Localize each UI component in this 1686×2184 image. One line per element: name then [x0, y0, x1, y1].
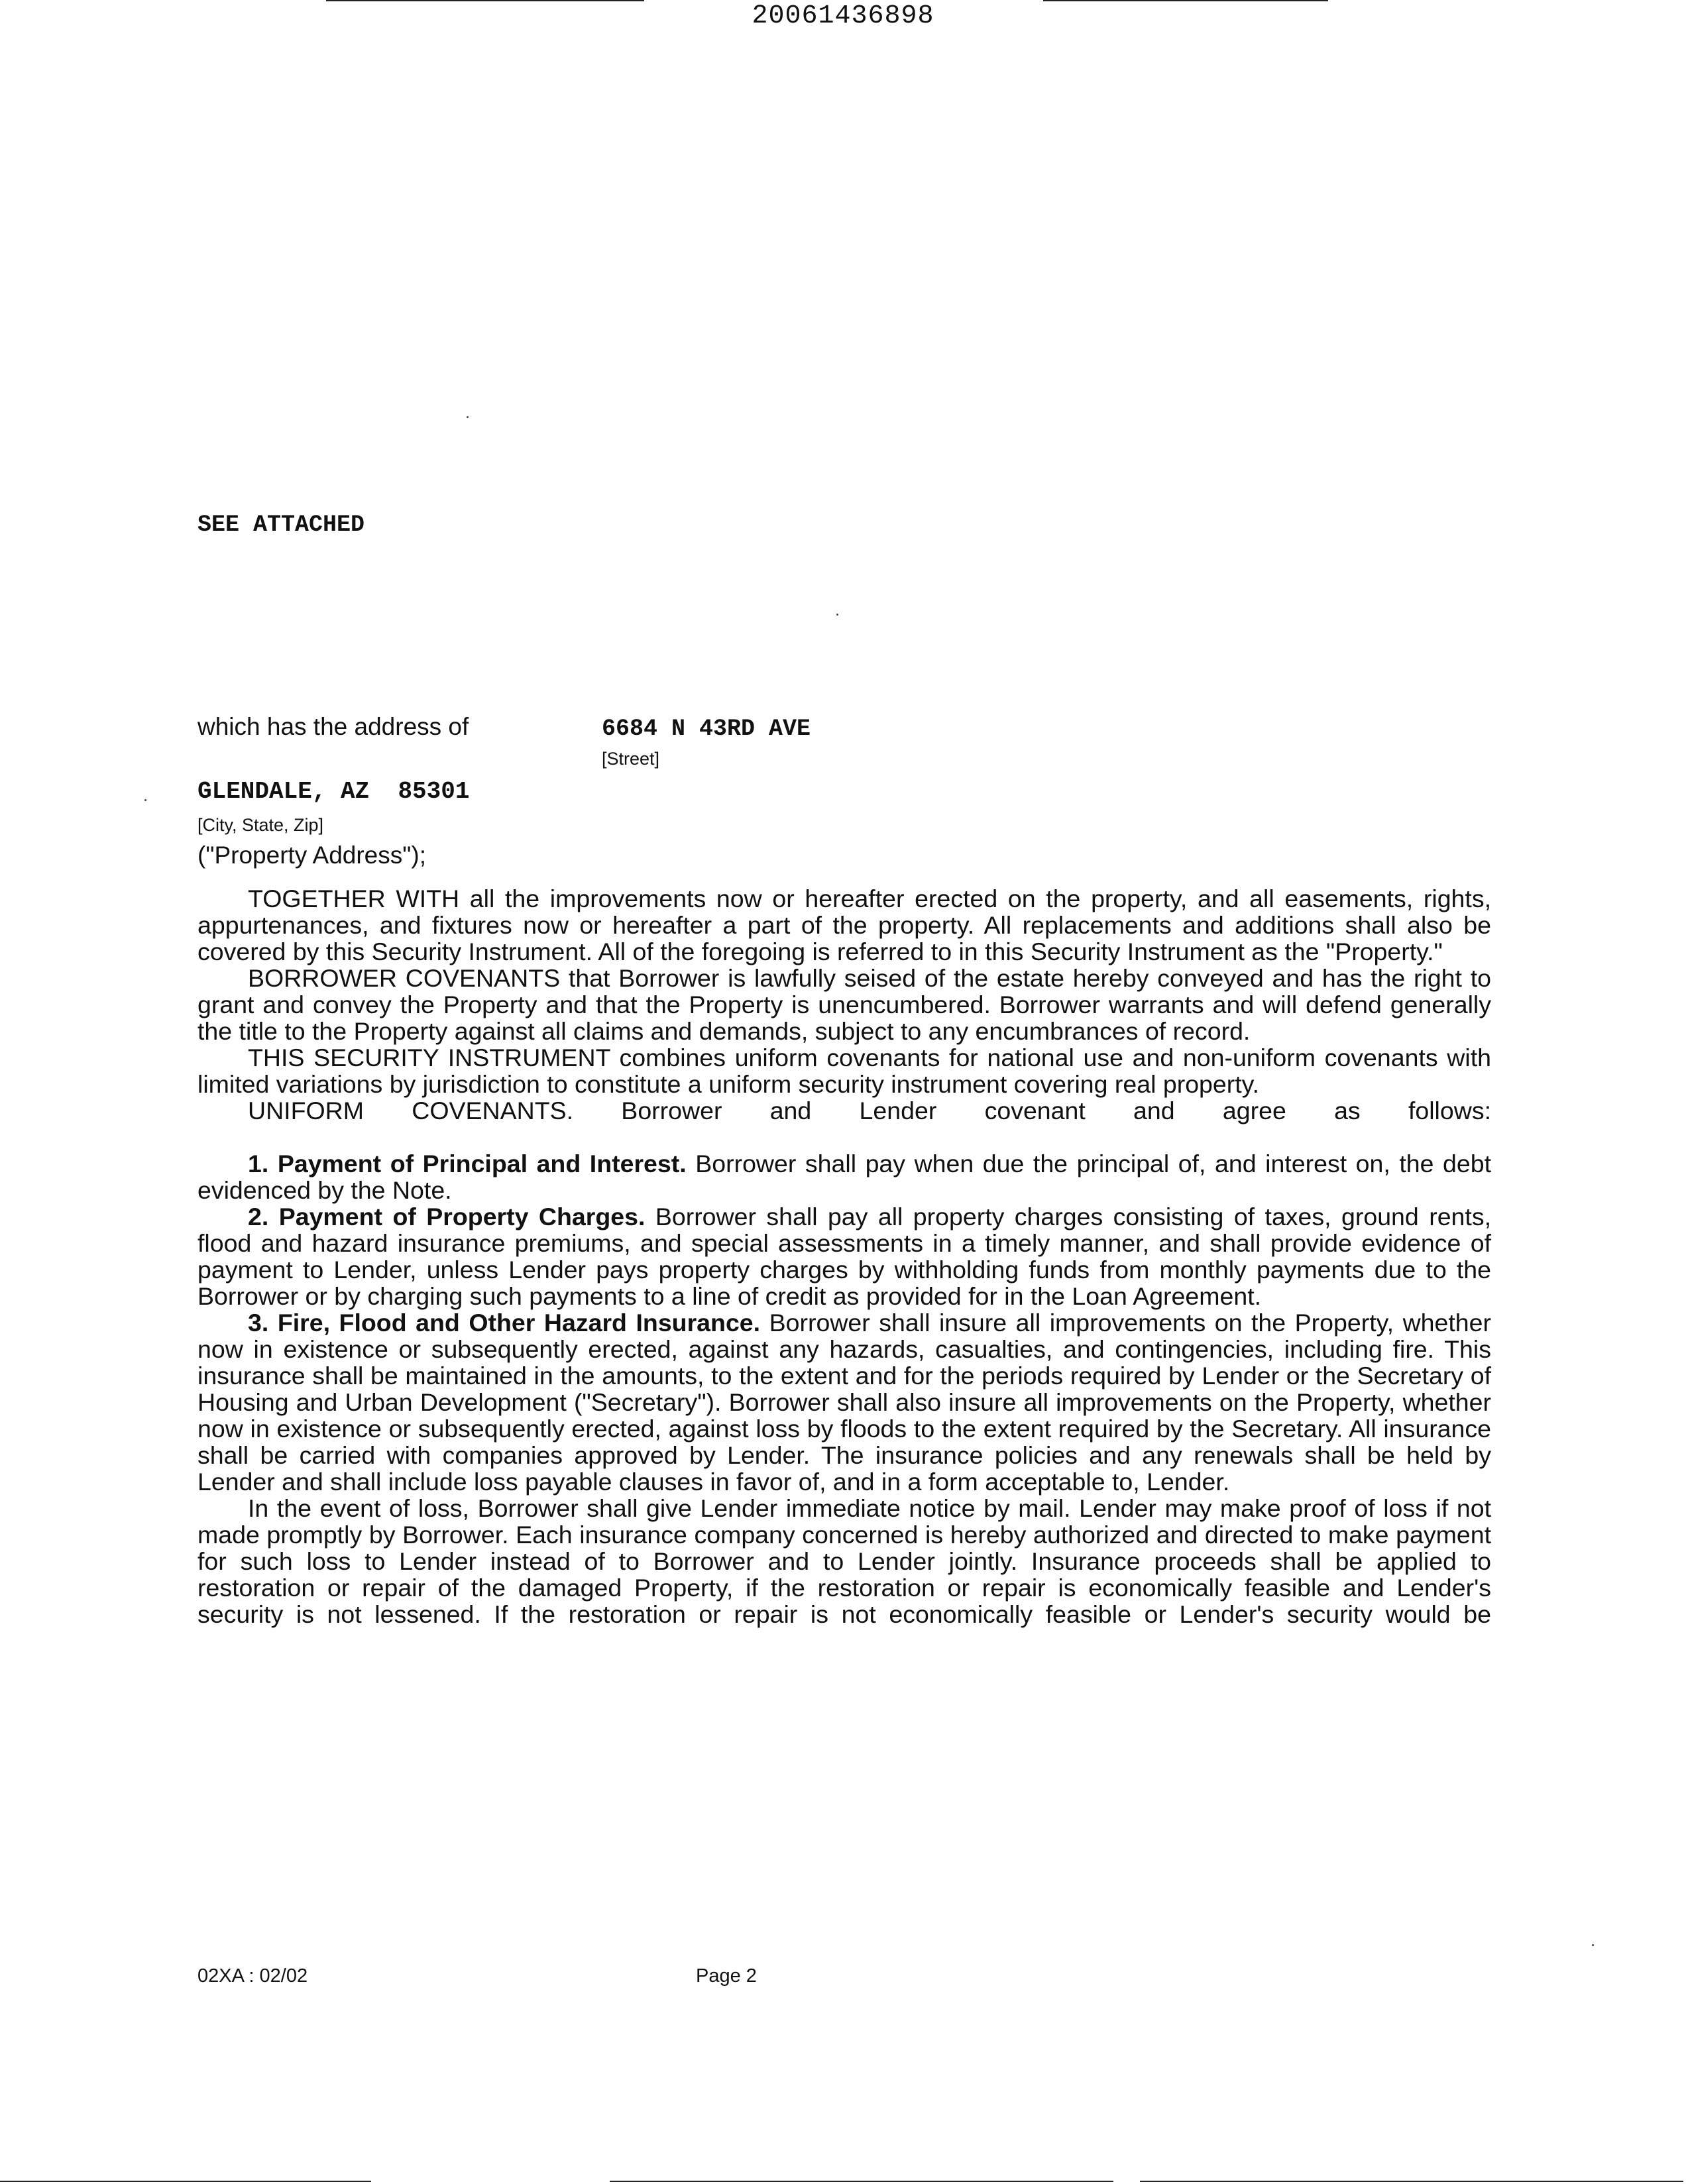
street-caption: [Street]	[602, 749, 660, 769]
security-instrument-paragraph: THIS SECURITY INSTRUMENT combines uniform covenants for national use and non-uniform covenants with limited variations by jurisdiction to constitute a uniform security instrument covering real property.	[197, 1044, 1491, 1098]
bottom-rule-right	[1140, 2181, 1683, 2182]
scan-speck	[1592, 1944, 1594, 1946]
city-state-zip-value: GLENDALE, AZ 85301	[197, 778, 470, 805]
page-number: Page 2	[696, 1965, 757, 1987]
form-code: 02XA : 02/02	[197, 1965, 308, 1987]
borrower-covenants-paragraph: BORROWER COVENANTS that Borrower is lawfully seised of the estate hereby conveyed and has the right to grant and convey the Property and that the Property is unencumbered. Borrower warrants and will defend generally the title to the Property against all claims and demands, subject to any encumbrances of record.	[197, 964, 1491, 1045]
section-2-title: 2. Payment of Property Charges.	[248, 1203, 646, 1230]
address-label: which has the address of	[197, 713, 469, 740]
property-address-label: ("Property Address");	[197, 842, 426, 869]
section-3-text: Borrower shall insure all improvements on the Property, whether now in existence or subsequently erected, against any hazards, casualties, and contingencies, including fire. This insurance shall be maintained in the amounts, to the extent and for the periods required by Lender or the Secretary of Housing and Urban Development ("Secretary"). Borrower shall also insure all improvements on the Property, whether now in existence or subsequently erected, against loss by floods to the extent required by the Secretary. All insurance shall be carried with companies approved by Lender. The insurance policies and any renewals shall be held by Lender and shall include loss payable clauses in favor of, and in a form acceptable to, Lender.	[197, 1309, 1491, 1496]
section-3-title: 3. Fire, Flood and Other Hazard Insurance.	[248, 1309, 761, 1337]
document-number: 20061436898	[752, 1, 934, 31]
section-2-paragraph	[197, 1203, 1491, 1309]
section-3-paragraph	[197, 1309, 1491, 1495]
together-with-paragraph: TOGETHER WITH all the improvements now or hereafter erected on the property, and all easements, rights, appurtenances, and fixtures now or hereafter a part of the property. All replacements and additions shall also be covered by this Security Instrument. All of the foregoing is referred to in this Security Instrument as the "Property."	[197, 885, 1491, 965]
section-1-paragraph	[197, 1150, 1491, 1203]
uniform-covenants-paragraph: UNIFORM COVENANTS. Borrower and Lender covenant and agree as follows:	[248, 1097, 1491, 1124]
scan-speck	[467, 416, 469, 418]
covenants-body	[197, 885, 1491, 1627]
section-1-text: Borrower shall pay when due the principal of, and interest on, the debt evidenced by the Note.	[197, 1150, 1492, 1204]
city-state-zip-caption: [City, State, Zip]	[197, 815, 324, 835]
bottom-rule-left	[0, 2181, 371, 2182]
street-value: 6684 N 43RD AVE	[602, 716, 811, 742]
section-2-text: Borrower shall pay all property charges consisting of taxes, ground rents, flood and hazard insurance premiums, and special assessments in a timely manner, and shall provide evidence of payment to Lender, unless Lender pays property charges by withholding funds from monthly payments due to the Borrower or by charging such payments to a line of credit as provided for in the Loan Agreement.	[197, 1203, 1491, 1310]
bottom-rule-center	[610, 2181, 1113, 2182]
section-1-title: 1. Payment of Principal and Interest.	[248, 1150, 687, 1177]
loss-paragraph: In the event of loss, Borrower shall give Lender immediate notice by mail. Lender may make proof of loss if not made promptly by Borrower. Each insurance company concerned is hereby authorized and directed to make payment for such loss to Lender instead of to Borrower and to Lender jointly. Insurance proceeds shall be applied to restoration or repair of the damaged Property, if the restoration or repair is economically feasible and Lender's security is not lessened. If the restoration or repair is not economically feasible or Lender's security would be	[197, 1494, 1491, 1628]
legal-description: SEE ATTACHED	[197, 512, 365, 538]
scan-speck	[836, 614, 838, 616]
scan-speck	[144, 799, 146, 801]
